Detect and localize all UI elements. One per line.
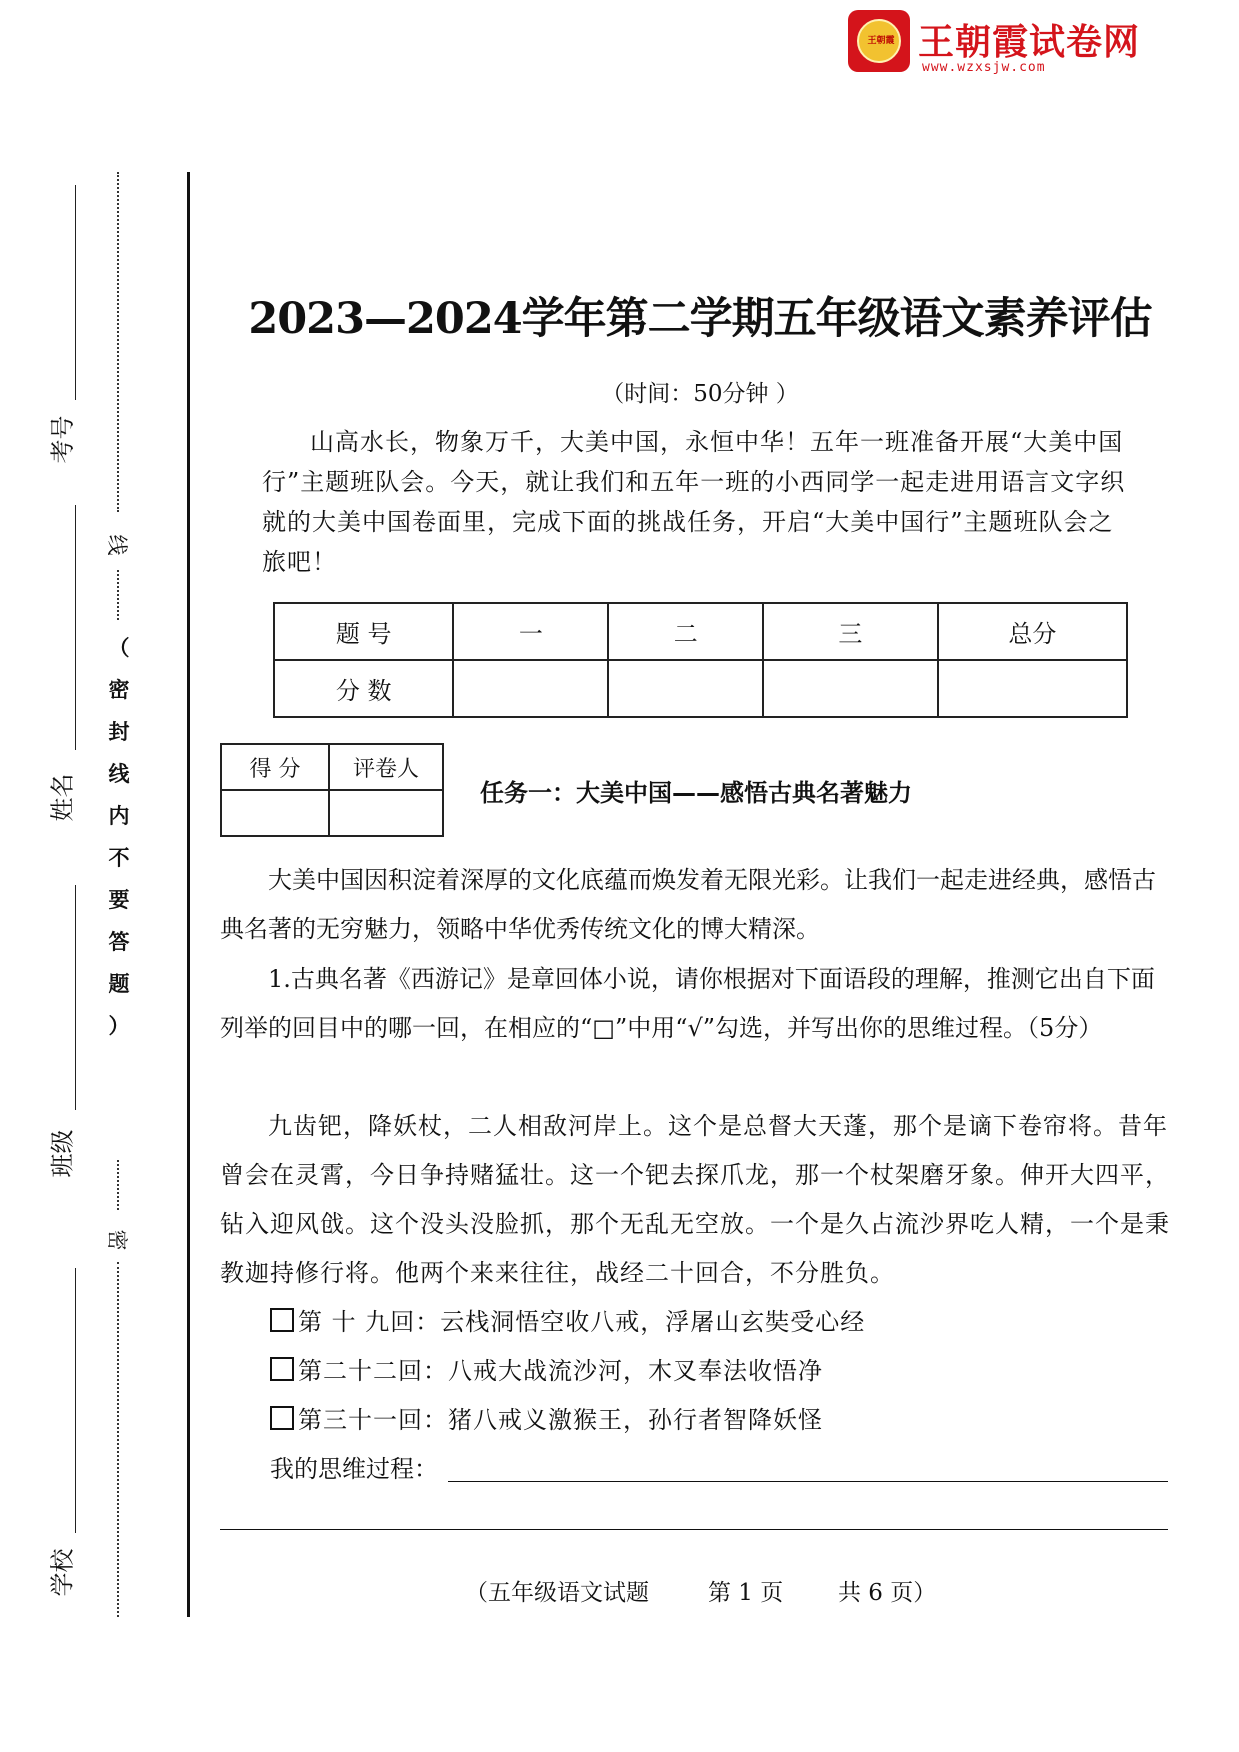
name-label: 姓名 bbox=[48, 773, 77, 822]
score-cell[interactable] bbox=[453, 660, 608, 717]
logo-url: www.wzxsjw.com bbox=[922, 60, 1046, 75]
class-line bbox=[75, 885, 76, 1110]
footer-page: 第 1 页 bbox=[708, 1580, 784, 1606]
score-table-row bbox=[274, 660, 1127, 717]
secret-char: 密 bbox=[105, 1229, 129, 1251]
answer-line[interactable] bbox=[448, 1481, 1168, 1482]
grader-table bbox=[220, 743, 444, 837]
task1-intro: 大美中国因积淀着深厚的文化底蕴而焕发着无限光彩。让我们一起走进经典，感悟古典名著的无穷魅力，领略中华优秀传统文化的博大精深。 bbox=[220, 866, 1156, 943]
logo-seal-icon: 王朝霞 bbox=[848, 10, 910, 72]
class-label: 班级 bbox=[48, 1129, 77, 1178]
checkbox-icon[interactable] bbox=[270, 1357, 294, 1381]
school-label: 学校 bbox=[48, 1548, 77, 1597]
exam-no-label: 考号 bbox=[48, 415, 77, 464]
score-header-cell: 一 bbox=[453, 603, 608, 660]
seal-dotted-line bbox=[117, 172, 119, 512]
answer-line[interactable] bbox=[220, 1529, 1168, 1530]
intro-paragraph: 山高水长，物象万千，大美中国，永恒中华！五年一班准备开展“大美中国行”主题班队会。今天，就让我们和五年一班的小西同学一起走进用语言文字织就的大美中国卷面里，完成下面的挑战任务，开启“大美中国行”主题班队会之旅吧！ bbox=[262, 428, 1126, 576]
exam-time: （时间：50分钟 ） bbox=[601, 381, 799, 407]
grader-score-cell[interactable] bbox=[221, 790, 329, 836]
seal-dotted-line bbox=[117, 1160, 119, 1210]
excerpt-passage: 九齿钯，降妖杖，二人相敌河岸上。这个是总督大天蓬，那个是谪下卷帘将。昔年曾会在灵霄，今日争持赌猛壮。这一个钯去探爪龙，那一个杖架磨牙象。伸开大四平，钻入迎风戗。这个没头没脸抓，那个无乱无空放。一个是久占流沙界吃人精，一个是秉教迦持修行将。他两个来来往往，战经二十回合，不分胜负。 bbox=[220, 1112, 1170, 1287]
question-1: 1.古典名著《西游记》是章回体小说，请你根据对下面语段的理解，推测它出自下面列举的回目中的哪一回，在相应的“□”中用“√”勾选，并写出你的思维过程。（5分） bbox=[220, 965, 1155, 1042]
footer-subject: （五年级语文试题 bbox=[465, 1580, 649, 1606]
grader-score-label: 得 分 bbox=[221, 744, 329, 790]
school-line bbox=[75, 1268, 76, 1533]
score-cell[interactable] bbox=[938, 660, 1127, 717]
site-logo bbox=[848, 10, 1168, 80]
checkbox-icon[interactable] bbox=[270, 1308, 294, 1332]
score-table bbox=[273, 602, 1128, 718]
option-chapter-22[interactable]: 第二十二回：八戒大战流沙河，木叉奉法收悟净 bbox=[270, 1351, 823, 1386]
score-cell[interactable] bbox=[608, 660, 763, 717]
score-row-label: 分 数 bbox=[274, 660, 453, 717]
footer-total: 共 6 页） bbox=[838, 1580, 937, 1606]
logo-name: 王朝霞试卷网 bbox=[918, 22, 1141, 63]
option-chapter-31[interactable]: 第三十一回：猪八戒义激猴王，孙行者智降妖怪 bbox=[270, 1400, 823, 1435]
task1-heading: 任务一：大美中国——感悟古典名著魅力 bbox=[480, 779, 912, 807]
score-table-header-row bbox=[274, 603, 1127, 660]
seal-dotted-line bbox=[117, 570, 119, 620]
score-header-cell: 题 号 bbox=[274, 603, 453, 660]
score-header-cell: 二 bbox=[608, 603, 763, 660]
seal-dotted-line bbox=[117, 1262, 119, 1617]
score-header-cell: 三 bbox=[763, 603, 938, 660]
grader-name-cell[interactable] bbox=[329, 790, 443, 836]
score-header-cell: 总分 bbox=[938, 603, 1127, 660]
binding-rule bbox=[187, 172, 190, 1617]
checkbox-icon[interactable] bbox=[270, 1406, 294, 1430]
thinking-label: 我的思维过程： bbox=[270, 1455, 438, 1483]
seal-note: （ 密 封 线 内 不 要 答 题 ） bbox=[108, 636, 130, 1038]
score-cell[interactable] bbox=[763, 660, 938, 717]
exam-no-line bbox=[75, 185, 76, 400]
line-char: 线 bbox=[105, 534, 129, 556]
exam-title: 2023—2024学年第二学期五年级语文素养评估 bbox=[248, 294, 1152, 344]
option-chapter-19[interactable]: 第 十 九回：云栈洞悟空收八戒，浮屠山玄奘受心经 bbox=[270, 1302, 865, 1337]
grader-name-label: 评卷人 bbox=[329, 744, 443, 790]
name-line bbox=[75, 505, 76, 750]
